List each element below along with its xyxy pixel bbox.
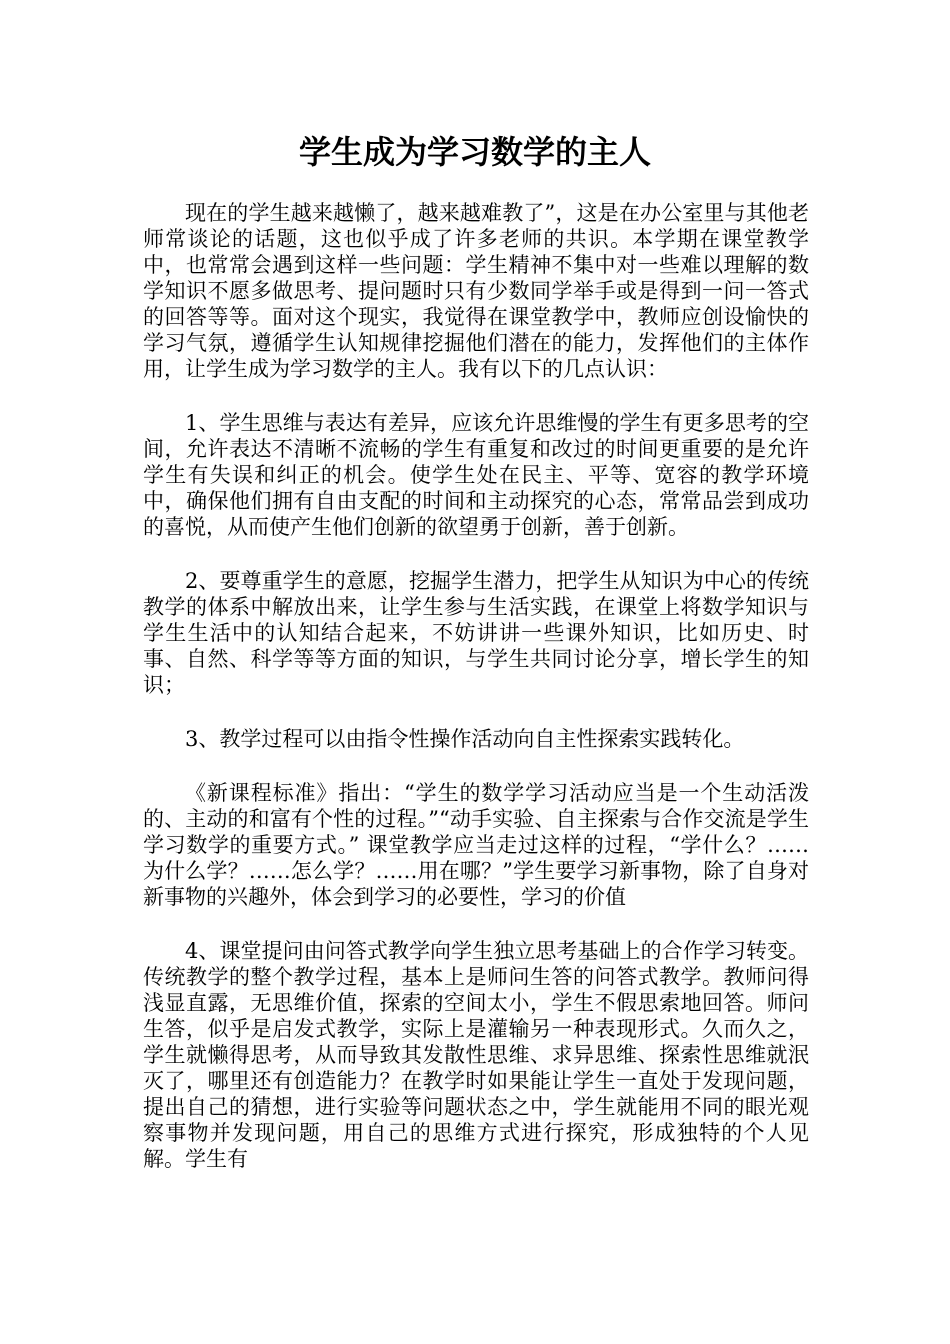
document-title: 学生成为学习数学的主人 <box>298 133 651 171</box>
paragraph-intro: 现在的学生越来越懒了，越来越难教了”，这是在办公室里与其他老师常谈论的话题，这也似乎成了许多老师的共识。本学期在课堂教学中，也常常会遇到这样一些问题：学生精神不集中对一些难以理解的数学知识不愿多做思考、提问题时只有少数同学举手或是得到一问一答式的回答等等。面对这个现实，我觉得在课堂教学中，教师应创设愉快的学习气氛，遵循学生认知规律挖掘他们潜在的能力，发挥他们的主体作用，让学生成为学习数学的主人。我有以下的几点认识： <box>143 201 809 381</box>
document-body <box>143 200 809 1172</box>
paragraph-point-2: 2、要尊重学生的意愿，挖掘学生潜力，把学生从知识为中心的传统教学的体系中解放出来，让学生参与生活实践，在课堂上将数学知识与学生生活中的认知结合起来，不妨讲讲一些课外知识，比如历史、时事、自然、科学等等方面的知识，与学生共同讨论分享，增长学生的知识； <box>143 569 809 697</box>
paragraph-point-1: 1、学生思维与表达有差异，应该允许思维慢的学生有更多思考的空间，允许表达不清晰不流畅的学生有重复和改过的时间更重要的是允许学生有失误和纠正的机会。使学生处在民主、平等、宽容的教学环境中，确保他们拥有自由支配的时间和主动探究的心态，常常品尝到成功的喜悦，从而使产生他们创新的欲望勇于创新，善于创新。 <box>143 411 809 539</box>
paragraph-point-4: 4、课堂提问由问答式教学向学生独立思考基础上的合作学习转变。传统教学的整个教学过程，基本上是师问生答的问答式教学。教师问得浅显直露，无思维价值，探索的空间太小，学生不假思索地回答。师问生答，似乎是启发式教学，实际上是灌输另一种表现形式。久而久之，学生就懒得思考，从而导致其发散性思维、求异思维、探索性思维就泯灭了，哪里还有创造能力？在教学时如果能让学生一直处于发现问题，提出自己的猜想，进行实验等问题状态之中，学生就能用不同的眼光观察事物并发现问题，用自己的思维方式进行探究，形成独特的个人见解。学生有 <box>143 939 809 1171</box>
paragraph-curriculum-quote: 《新课程标准》指出：“学生的数学学习活动应当是一个生动活泼的、主动的和富有个性的过程。”“动手实验、自主探索与合作交流是学生学习数学的重要方式。” 课堂教学应当走过这样的过程，“学什么？……为什么学？……怎么学？……用在哪？”学生要学习新事物，除了自身对新事物的兴趣外，体会到学习的必要性，学习的价值 <box>143 781 809 909</box>
paragraph-point-3: 3、教学过程可以由指令性操作活动向自主性探索实践转化。 <box>185 727 745 751</box>
